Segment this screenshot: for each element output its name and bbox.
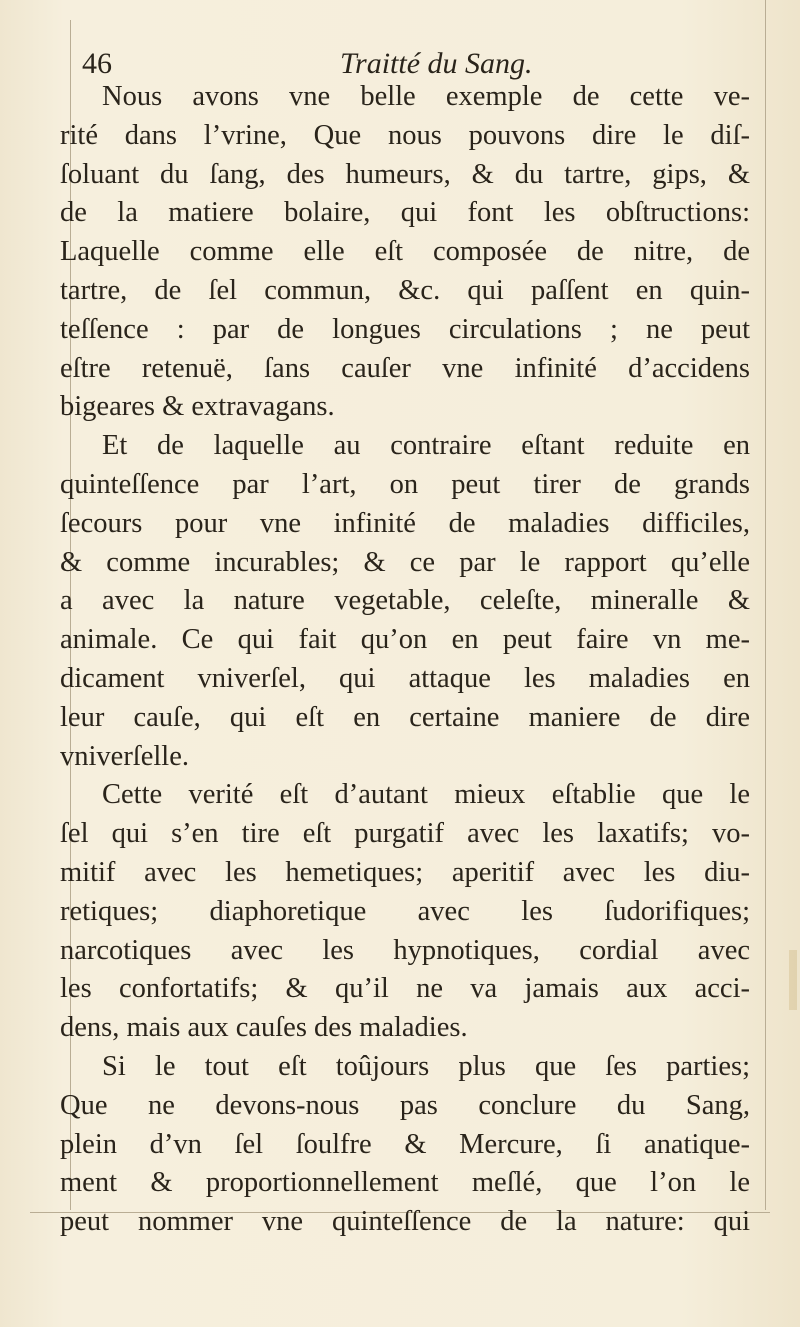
text-line: a avec la nature vegetable, celeſte, mineralle &	[60, 585, 750, 617]
paper-stain	[789, 950, 797, 1010]
text-line: ſoluant du ſang, des humeurs, & du tartre, gips, &	[60, 158, 750, 190]
text-line: vniverſelle.	[60, 740, 189, 772]
text-line: mitif avec les hemetiques; aperitif avec les diu-	[60, 856, 750, 888]
text-line: leur cauſe, qui eſt en certaine maniere de dire	[60, 701, 750, 733]
text-line: dicament vniverſel, qui attaque les maladies en	[60, 662, 750, 694]
text-line: quinteſſence par l’art, on peut tirer de grands	[60, 468, 750, 500]
text-line: les confortatifs; & qu’il ne va jamais aux acci-	[60, 973, 750, 1005]
text-line: plein d’vn ſel ſoulfre & Mercure, ſi anatique-	[60, 1128, 750, 1160]
text-line: Si le tout eſt toûjours plus que ſes parties;	[102, 1050, 750, 1082]
body-text	[60, 78, 750, 1242]
text-line: narcotiques avec les hypnotiques, cordial avec	[60, 934, 750, 966]
page-number: 46	[82, 47, 112, 80]
text-line: bigeares & extravagans.	[60, 391, 335, 423]
text-line: de la matiere bolaire, qui font les obſtructions:	[60, 197, 750, 229]
page-header	[82, 46, 752, 82]
text-line: tartre, de ſel commun, &c. qui paſſent en quin-	[60, 274, 750, 306]
text-line: eſtre retenuë, ſans cauſer vne infinité d’accidens	[60, 352, 750, 384]
text-line: Et de laquelle au contraire eſtant reduite en	[102, 430, 750, 462]
text-line: teſſence : par de longues circulations ; ne peut	[60, 313, 750, 345]
text-line: Laquelle comme elle eſt composée de nitre, de	[60, 236, 750, 268]
text-line: peut nommer vne quinteſſence de la nature: qui	[60, 1206, 750, 1238]
text-line: ſecours pour vne infinité de maladies difficiles,	[60, 507, 750, 539]
text-line: retiques; diaphoretique avec les ſudorifiques;	[60, 895, 750, 927]
text-line: & comme incurables; & ce par le rapport qu’elle	[60, 546, 750, 578]
text-line: ſel qui s’en tire eſt purgatif avec les laxatifs; vo-	[60, 818, 750, 850]
text-line: rité dans l’vrine, Que nous pouvons dire le diſ-	[60, 119, 750, 151]
running-title: Traitté du Sang.	[340, 47, 533, 80]
text-line: Cette verité eſt d’autant mieux eſtablie que le	[102, 779, 750, 811]
text-line: Que ne devons-nous pas conclure du Sang,	[60, 1089, 750, 1121]
text-line: Nous avons vne belle exemple de cette ve-	[102, 81, 750, 112]
text-line: dens, mais aux cauſes des maladies.	[60, 1012, 468, 1044]
text-line: ment & proportionnellement meſlé, que l’on le	[60, 1167, 750, 1199]
right-margin-rule	[765, 0, 766, 1210]
text-line: animale. Ce qui fait qu’on en peut faire vn me-	[60, 624, 750, 656]
